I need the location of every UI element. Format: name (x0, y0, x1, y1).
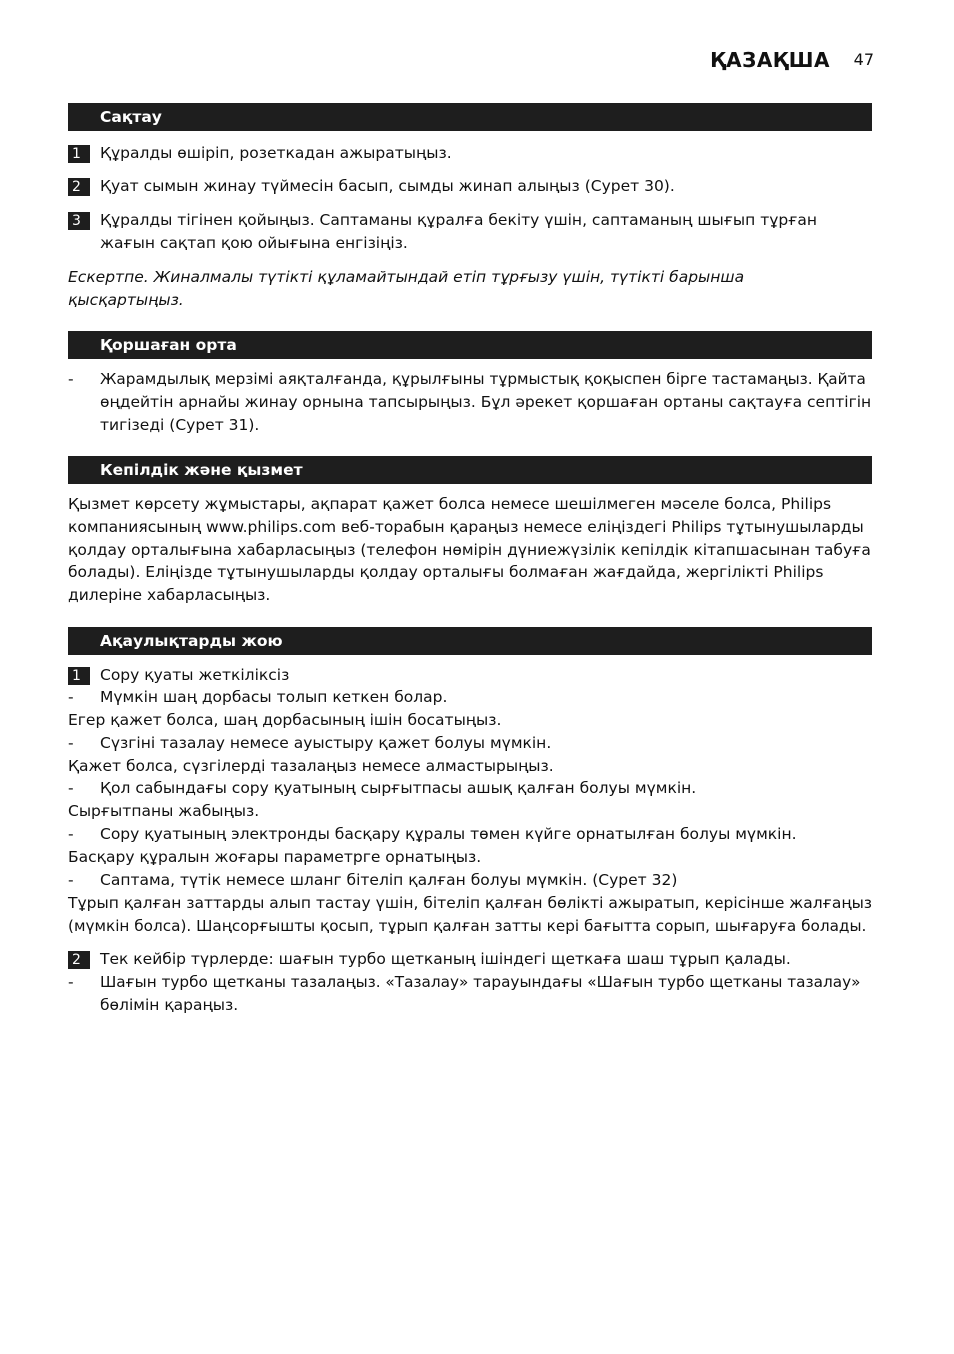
storage-step-2: Қуат сымын жинау түймесін басып, сымды жинап алыңыз (Сурет 30). (100, 177, 675, 195)
cause-1: Мүмкін шаң дорбасы толып кеткен болар. (100, 688, 448, 706)
cause-6-line-1: Шағын турбо щетканы тазалаңыз. «Тазалау» тарауындағы «Шағын турбо щетканы тазалау» (100, 973, 861, 991)
cause-2: Сүзгіні тазалау немесе ауыстыру қажет болуы мүмкін. (100, 734, 552, 752)
solution-2: Қажет болса, сүзгілерді тазалаңыз немесе алмастырыңыз. (68, 757, 554, 775)
environment-line-1: Жарамдылық мерзімі аяқталғанда, құрылғыны тұрмыстық қоқыспен бірге тастамаңыз. Қайта (100, 370, 866, 388)
problem-number-1: 1 (68, 667, 90, 685)
cause-1-dash: - (68, 688, 74, 706)
storage-note-line-1: Ескертпе. Жиналмалы түтікті құламайтындай етіп тұрғызу үшін, түтікті барынша (68, 268, 745, 286)
cause-2-dash: - (68, 734, 74, 752)
environment-dash: - (68, 370, 74, 388)
solution-3: Сырғытпаны жабыңыз. (68, 802, 260, 820)
cause-3-dash: - (68, 779, 74, 797)
page-number: 47 (853, 50, 874, 69)
step-number-2: 2 (68, 178, 90, 196)
solution-5-line-1: Тұрып қалған заттарды алып тастау үшін, бітеліп қалған бөлікті ажыратып, керісінше жалғаңыз (68, 894, 873, 912)
guarantee-line-5: дилеріне хабарласыңыз. (68, 586, 271, 604)
cause-5: Саптама, түтік немесе шланг бітеліп қалған болуы мүмкін. (Сурет 32) (100, 871, 678, 889)
environment-line-3: тигізеді (Сурет 31). (100, 416, 260, 434)
step-number-3: 3 (68, 212, 90, 230)
guarantee-line-4: болады). Еліңізде тұтынушыларды қолдау орталығы болмаған жағдайда, жергілікті Philips (68, 563, 824, 581)
cause-6-dash: - (68, 973, 74, 991)
step-number-1: 1 (68, 145, 90, 163)
troubleshooting-heading: Ақаулықтарды жою (68, 627, 872, 655)
storage-step-3-line-2: жағын сақтап қою ойығына енгізіңіз. (100, 234, 408, 252)
solution-5-line-2: (мүмкін болса). Шаңсорғышты қосып, тұрып қалған затты кері бағытта сорып, шығаруға болады. (68, 917, 867, 935)
guarantee-line-1: Қызмет көрсету жұмыстары, ақпарат қажет болса немесе шешілмеген мәселе болса, Philips (68, 495, 832, 513)
solution-4: Басқару құралын жоғары параметрге орнатыңыз. (68, 848, 482, 866)
storage-note-line-2: қысқартыңыз. (68, 291, 184, 309)
guarantee-line-2: компаниясының www.philips.com веб-торабын қараңыз немесе еліңіздегі Philips тұтынушыларды (68, 518, 864, 536)
guarantee-heading: Кепілдік және қызмет (68, 456, 872, 484)
problem-number-2: 2 (68, 951, 90, 969)
storage-step-3-line-1: Құралды тігінен қойыңыз. Саптаманы құралға бекіту үшін, саптаманың шығып тұрған (100, 211, 818, 229)
cause-3: Қол сабындағы сору қуатының сырғытпасы ашық қалған болуы мүмкін. (100, 779, 697, 797)
storage-step-1: Құралды өшіріп, розеткадан ажыратыңыз. (100, 144, 452, 162)
cause-5-dash: - (68, 871, 74, 889)
environment-heading: Қоршаған орта (68, 331, 872, 359)
section-language-title: ҚАЗАҚША (710, 48, 830, 72)
problem-2-title: Тек кейбір түрлерде: шағын турбо щетканың ішіндегі щеткаға шаш тұрып қалады. (100, 950, 791, 968)
cause-4-dash: - (68, 825, 74, 843)
cause-4: Сору қуатының электронды басқару құралы төмен күйге орнатылған болуы мүмкін. (100, 825, 797, 843)
environment-line-2: өңдейтін арнайы жинау орнына тапсырыңыз. Бұл әрекет қоршаған ортаны сақтауға септігін (100, 393, 872, 411)
problem-1-title: Сору қуаты жеткіліксіз (100, 666, 290, 684)
cause-6-line-2: бөлімін қараңыз. (100, 996, 239, 1014)
guarantee-line-3: қолдау орталығына хабарласыңыз (телефон нөмірін дүниежүзілік кепілдік кітапшасынан табуға (68, 541, 871, 559)
solution-1: Егер қажет болса, шаң дорбасының ішін босатыңыз. (68, 711, 502, 729)
storage-heading: Сақтау (68, 103, 872, 131)
